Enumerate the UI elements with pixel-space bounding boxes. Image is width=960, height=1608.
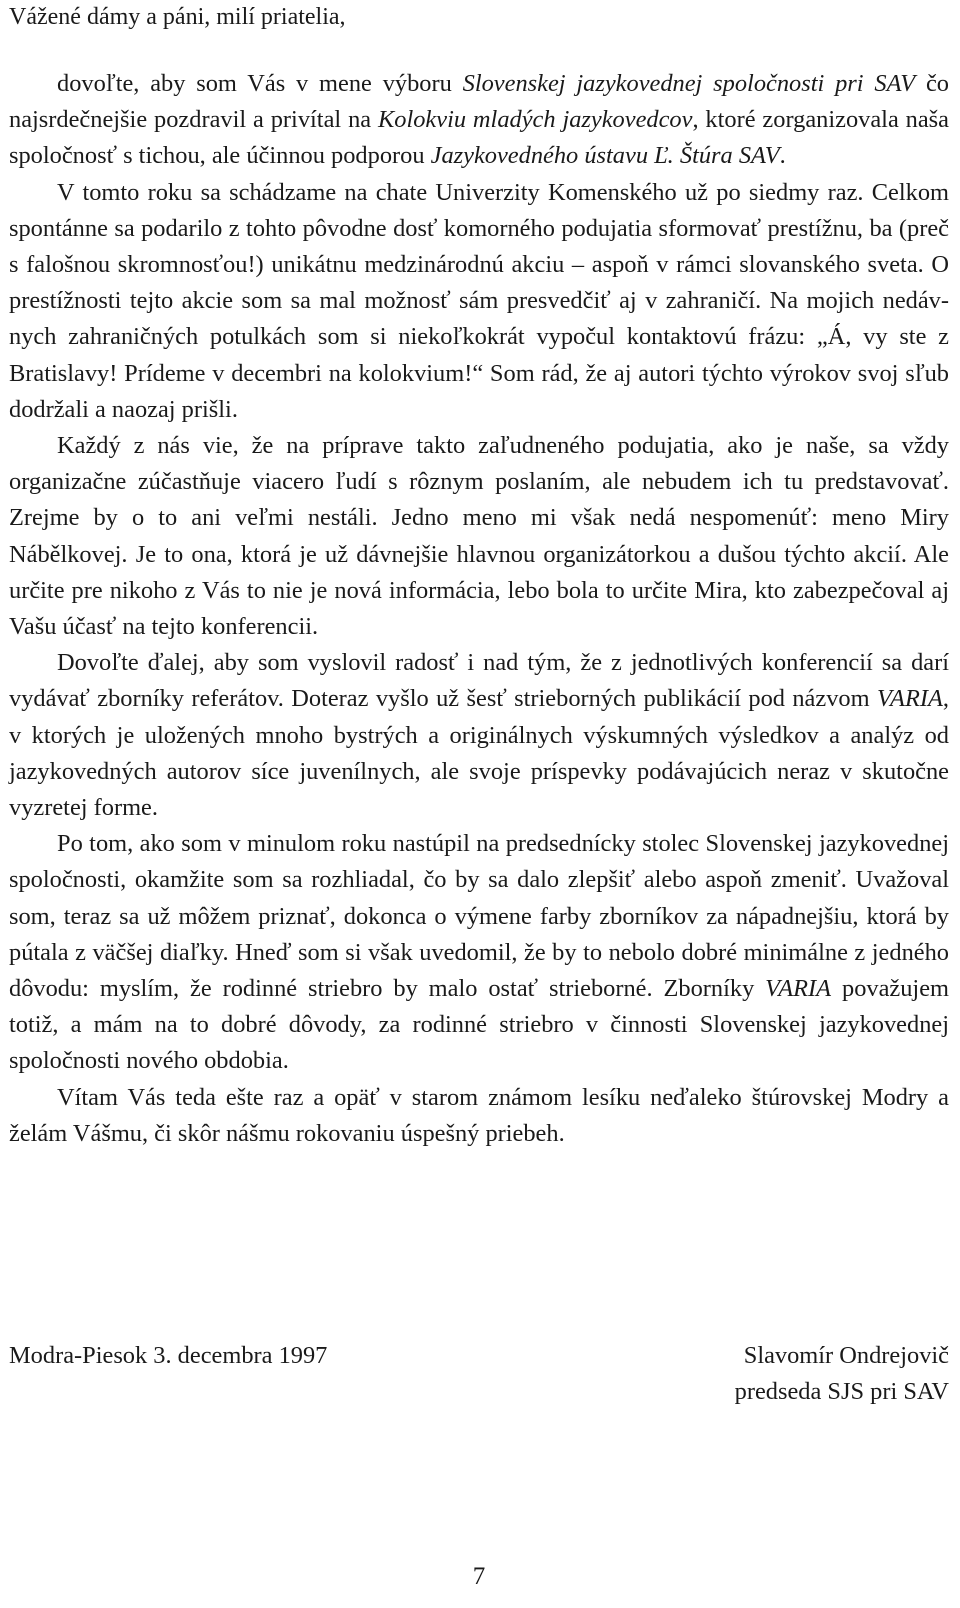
text-run: dovoľte, aby som Vás v mene výboru [57,70,463,97]
italic-phrase: Jazykovedného ústavu Ľ. Štúra SAV [430,142,780,170]
letter-page [9,0,950,1590]
body-paragraph [9,175,949,428]
text-run: , v ktorých je uložených mnoho bystrých a originálnych výskumných výsledkov a analýz od jazykovedných autorov síce juvenílnych, ale svoje príspevky podávajúcich neraz v skutočne vyzretej forme. [9,685,949,822]
signatory-title: predseda SJS pri SAV [734,1378,949,1405]
text-run: , ktoré zorganizovala naša spoločnosť s tichou, ale účinnou podporou [9,106,949,170]
text-run: Každý z nás vie, že na príprave takto zaľudneného podujatia, ako je naše, sa vždy organizačne zúčastňuje viacero ľudí s rôznym poslaním, ale nebudem ich tu predstavovať. Zrejme by o to ani veľmi nestáli. Jedno meno mi však nedá nespomenúť: meno Miry Nábělkovej. Je to ona, ktorá je už dávnejšie hlavnou organizátorkou a dušou týchto akcií. Ale určite pre nikoho z Vás to nie je nová informácia, lebo bola to určite Mira, kto zabezpečoval aj Vašu účasť na tejto konferencii. [9,432,949,641]
body-paragraph [9,428,949,645]
text-run: Dovoľte ďalej, aby som vyslovil radosť i nad tým, že z jednotlivých konferencií sa darí vydávať zborníky referátov. Doteraz vyšlo už šesť strieborných publikácií pod názvom [9,649,949,713]
text-run: čo najsrdečnejšie pozdravil a privítal na [9,70,949,134]
body-paragraph [9,645,949,826]
signatory [735,1338,949,1410]
italic-phrase: VARIA [876,685,943,713]
salutation: Vážené dámy a páni, milí priatelia, [9,4,346,30]
body-paragraph [9,826,949,1079]
text-run: považujem totiž, a mám na to dobré dôvody, za rodinné striebro v činnosti Slovenskej jazykovednej spoločnosti nového obdobia. [9,975,950,1075]
body-paragraph [9,66,949,175]
text-run: Vítam Vás teda ešte raz a opäť v starom známom lesíku neďaleko štúrovskej Modry a želám Vášmu, či skôr nášmu rokovaniu úspešný priebeh. [9,1083,949,1147]
page-number: 7 [472,1563,486,1590]
place-and-date: Modra-Piesok 3. decembra 1997 [9,1342,328,1369]
body-paragraph [9,1080,949,1152]
italic-phrase: Slovenskej jazykovednej spoločnosti pri SAV [462,70,916,97]
letter-body [9,66,949,1152]
text-run: Po tom, ako som v minulom roku nastúpil na predsednícky stolec Slovenskej jazykovednej spoločnosti, okamžite som sa rozhliadal, čo by sa dalo zlepšiť alebo aspoň zmeniť. Uvažoval som, teraz sa už môžem priznať, dokonca o výmene farby zborníkov za nápadnejšiu, ktorá by pútala z väčšej diaľky. Hneď som si však uvedomil, že by to nebolo dobré minimálne z jedného dôvodu: myslím, že rodinné striebro by malo ostať strieborné. Zborníky [9,830,949,1003]
italic-phrase: VARIA [765,975,832,1003]
signatory-name: Slavomír Ondrejovič [743,1342,949,1369]
text-run: . [779,142,786,170]
italic-phrase: Kolokviu mladých jazykovedcov [377,106,693,134]
text-run: V tomto roku sa schádzame na chate Univerzity Komenského už po siedmy raz. Celkom spontánne sa podarilo z tohto pôvodne dosť komorného podujatia sformovať prestížnu, ba (preč s falošnou skromnosťou!) unikátnu medzinárodnú akciu – aspoň v rámci slovanského sveta. O prestížnosti tejto akcie som sa mal možnosť sám presvedčiť aj v zahraničí. Na mojich nedávnych zahraničných potulkách som si niekoľkokrát vypočul kontaktovú frázu: „Á, vy ste z Bratislavy! Prídeme v decembri na kolokvium!“ Som rád, že aj autori týchto výrokov svoj sľub dodržali a naozaj prišli. [9,178,949,423]
